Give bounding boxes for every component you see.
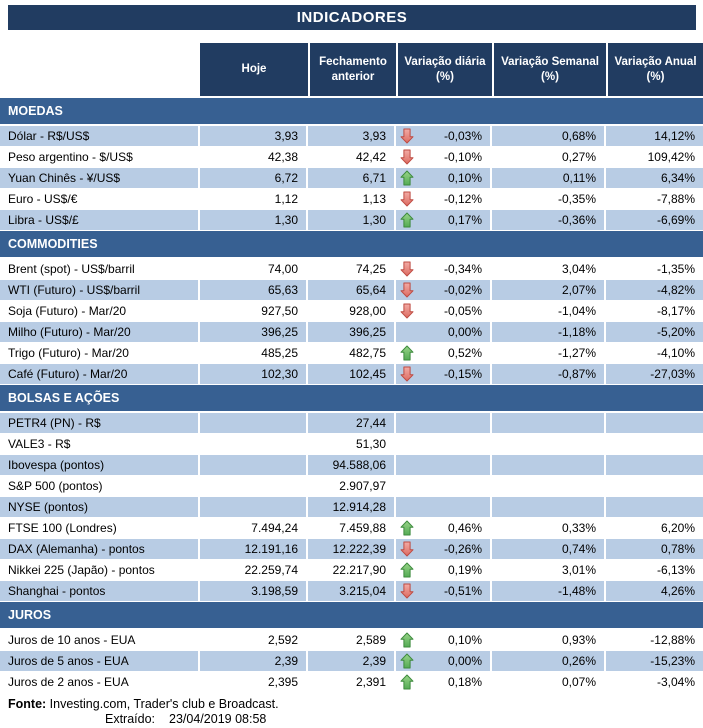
footer-extracted-value: 23/04/2019 08:58 <box>169 712 267 726</box>
indicators-report <box>0 5 703 728</box>
cell-hoje: 2,592 <box>200 630 308 650</box>
cell-label: Nikkei 225 (Japão) - pontos <box>0 560 200 580</box>
down-arrow-icon <box>400 128 416 145</box>
cell-label: Café (Futuro) - Mar/20 <box>0 364 200 384</box>
cell-fechamento-anterior: 3,93 <box>308 126 396 146</box>
cell-label: Ibovespa (pontos) <box>0 455 200 475</box>
variacao-diaria-value: 0,00% <box>447 654 482 668</box>
table-row <box>0 581 703 602</box>
cell-variacao-anual: -5,20% <box>606 322 703 342</box>
variacao-diaria-value: 0,46% <box>447 521 482 535</box>
cell-variacao-diaria <box>396 322 492 342</box>
cell-fechamento-anterior: 74,25 <box>308 259 396 279</box>
cell-variacao-semanal <box>492 434 606 454</box>
cell-fechamento-anterior: 27,44 <box>308 413 396 433</box>
variacao-diaria-value: 0,10% <box>447 633 482 647</box>
down-arrow-icon <box>400 261 416 278</box>
cell-variacao-semanal <box>492 497 606 517</box>
variacao-diaria-value: -0,02% <box>443 283 482 297</box>
cell-variacao-diaria <box>396 301 492 321</box>
cell-variacao-anual <box>606 434 703 454</box>
column-header-fechamento-anterior: Fechamento anterior <box>308 43 396 96</box>
cell-variacao-semanal: 3,04% <box>492 259 606 279</box>
cell-variacao-anual: 14,12% <box>606 126 703 146</box>
up-arrow-icon <box>400 520 416 537</box>
footer-extracted <box>8 712 703 726</box>
cell-variacao-anual: 4,26% <box>606 581 703 601</box>
cell-hoje: 6,72 <box>200 168 308 188</box>
cell-fechamento-anterior: 94.588,06 <box>308 455 396 475</box>
cell-variacao-semanal: 0,07% <box>492 672 606 692</box>
no-arrow <box>400 324 416 341</box>
no-arrow <box>400 415 416 432</box>
column-header-row <box>0 43 703 96</box>
cell-label: Shanghai - pontos <box>0 581 200 601</box>
footer-extracted-label: Extraído: <box>105 712 156 726</box>
cell-fechamento-anterior: 1,13 <box>308 189 396 209</box>
cell-variacao-anual: -15,23% <box>606 651 703 671</box>
cell-variacao-semanal: 0,74% <box>492 539 606 559</box>
table-row <box>0 322 703 343</box>
cell-hoje: 485,25 <box>200 343 308 363</box>
cell-variacao-diaria <box>396 497 492 517</box>
column-header-variacao-diaria: Variação diária (%) <box>396 43 492 96</box>
table-row <box>0 630 703 651</box>
up-arrow-icon <box>400 653 416 670</box>
cell-label: Juros de 2 anos - EUA <box>0 672 200 692</box>
table-row <box>0 455 703 476</box>
cell-fechamento-anterior: 42,42 <box>308 147 396 167</box>
cell-label: NYSE (pontos) <box>0 497 200 517</box>
cell-fechamento-anterior: 2,391 <box>308 672 396 692</box>
cell-variacao-diaria <box>396 581 492 601</box>
cell-variacao-semanal: 0,68% <box>492 126 606 146</box>
table-row <box>0 434 703 455</box>
cell-fechamento-anterior: 102,45 <box>308 364 396 384</box>
up-arrow-icon <box>400 212 416 229</box>
cell-variacao-semanal: 0,26% <box>492 651 606 671</box>
table-row <box>0 497 703 518</box>
table-body <box>0 98 703 693</box>
cell-hoje: 3.198,59 <box>200 581 308 601</box>
cell-fechamento-anterior: 51,30 <box>308 434 396 454</box>
cell-hoje <box>200 434 308 454</box>
cell-variacao-anual: -6,69% <box>606 210 703 230</box>
cell-label: Peso argentino - $/US$ <box>0 147 200 167</box>
cell-label: PETR4 (PN) - R$ <box>0 413 200 433</box>
footer-source-text: Investing.com, Trader's club e Broadcast. <box>46 697 279 711</box>
cell-variacao-semanal: -1,18% <box>492 322 606 342</box>
cell-variacao-semanal: 0,27% <box>492 147 606 167</box>
cell-variacao-semanal: -0,87% <box>492 364 606 384</box>
table-row <box>0 651 703 672</box>
cell-hoje: 927,50 <box>200 301 308 321</box>
cell-hoje <box>200 455 308 475</box>
cell-variacao-anual <box>606 476 703 496</box>
cell-variacao-anual: -7,88% <box>656 192 695 206</box>
cell-fechamento-anterior: 2,589 <box>308 630 396 650</box>
cell-fechamento-anterior: 7.459,88 <box>308 518 396 538</box>
cell-variacao-diaria <box>396 455 492 475</box>
up-arrow-icon <box>400 562 416 579</box>
down-arrow-icon <box>400 303 416 320</box>
cell-variacao-anual: 0,78% <box>606 539 703 559</box>
cell-label: VALE3 - R$ <box>0 434 200 454</box>
cell-variacao-anual: -4,82% <box>606 280 703 300</box>
cell-variacao-anual: -1,35% <box>656 262 695 276</box>
cell-fechamento-anterior: 22.217,90 <box>308 560 396 580</box>
variacao-diaria-value: 0,52% <box>447 346 482 360</box>
cell-variacao-semanal: 3,01% <box>492 560 606 580</box>
cell-variacao-semanal: 0,33% <box>492 518 606 538</box>
cell-fechamento-anterior: 3.215,04 <box>308 581 396 601</box>
cell-variacao-anual <box>606 455 703 475</box>
cell-variacao-anual: -3,04% <box>656 675 695 689</box>
down-arrow-icon <box>400 366 416 383</box>
cell-variacao-diaria <box>396 126 492 146</box>
down-arrow-icon <box>400 583 416 600</box>
cell-label: Yuan Chinês - ¥/US$ <box>0 168 200 188</box>
cell-hoje: 102,30 <box>200 364 308 384</box>
cell-variacao-diaria <box>396 280 492 300</box>
cell-variacao-semanal: -1,48% <box>492 581 606 601</box>
column-header-variacao-anual: Variação Anual (%) <box>606 43 703 96</box>
cell-variacao-diaria <box>396 147 492 167</box>
cell-label: DAX (Alemanha) - pontos <box>0 539 200 559</box>
table-row <box>0 343 703 364</box>
cell-variacao-diaria <box>396 672 492 692</box>
up-arrow-icon <box>400 632 416 649</box>
cell-variacao-diaria <box>396 343 492 363</box>
table-row <box>0 518 703 539</box>
cell-variacao-anual: 6,34% <box>606 168 703 188</box>
table-row <box>0 280 703 301</box>
table-row <box>0 301 703 322</box>
cell-variacao-diaria <box>396 259 492 279</box>
table-row <box>0 168 703 189</box>
cell-fechamento-anterior: 1,30 <box>308 210 396 230</box>
variacao-diaria-value: -0,34% <box>443 262 482 276</box>
cell-hoje: 1,30 <box>200 210 308 230</box>
cell-variacao-anual: 109,42% <box>647 150 695 164</box>
cell-fechamento-anterior: 6,71 <box>308 168 396 188</box>
footer <box>0 693 703 726</box>
cell-label: Milho (Futuro) - Mar/20 <box>0 322 200 342</box>
cell-hoje: 3,93 <box>200 126 308 146</box>
cell-variacao-semanal: -1,27% <box>492 343 606 363</box>
table-row <box>0 210 703 231</box>
cell-hoje <box>200 497 308 517</box>
cell-variacao-semanal: -1,04% <box>492 301 606 321</box>
variacao-diaria-value: -0,12% <box>443 192 482 206</box>
cell-label: WTI (Futuro) - US$/barril <box>0 280 200 300</box>
cell-variacao-semanal: 2,07% <box>492 280 606 300</box>
cell-variacao-diaria <box>396 560 492 580</box>
cell-label: Soja (Futuro) - Mar/20 <box>0 301 200 321</box>
cell-label: Brent (spot) - US$/barril <box>0 259 200 279</box>
cell-variacao-diaria <box>396 651 492 671</box>
footer-source-label: Fonte: <box>8 697 47 711</box>
cell-label: Dólar - R$/US$ <box>0 126 200 146</box>
cell-fechamento-anterior: 2.907,97 <box>308 476 396 496</box>
cell-variacao-semanal: 0,93% <box>492 630 606 650</box>
up-arrow-icon <box>400 170 416 187</box>
cell-variacao-anual <box>606 497 703 517</box>
cell-label: Euro - US$/€ <box>0 189 200 209</box>
cell-fechamento-anterior: 928,00 <box>308 301 396 321</box>
page-title: INDICADORES <box>8 5 696 30</box>
cell-label: S&P 500 (pontos) <box>0 476 200 496</box>
cell-label: Juros de 5 anos - EUA <box>0 651 200 671</box>
cell-variacao-diaria <box>396 364 492 384</box>
cell-fechamento-anterior: 482,75 <box>308 343 396 363</box>
cell-variacao-semanal: -0,35% <box>492 189 606 209</box>
no-arrow <box>400 436 416 453</box>
cell-hoje: 2,39 <box>200 651 308 671</box>
variacao-diaria-value: -0,05% <box>443 304 482 318</box>
cell-variacao-diaria <box>396 476 492 496</box>
cell-hoje: 396,25 <box>200 322 308 342</box>
cell-variacao-diaria <box>396 434 492 454</box>
table-row <box>0 672 703 693</box>
table-row <box>0 364 703 385</box>
table-row <box>0 259 703 280</box>
section-header-commodities: COMMODITIES <box>0 231 703 257</box>
column-header-variacao-semanal: Variação Semanal (%) <box>492 43 606 96</box>
table-row <box>0 189 703 210</box>
cell-variacao-diaria <box>396 413 492 433</box>
column-header-hoje: Hoje <box>200 43 308 96</box>
variacao-diaria-value: -0,51% <box>443 584 482 598</box>
cell-label: Trigo (Futuro) - Mar/20 <box>0 343 200 363</box>
footer-source <box>8 697 703 711</box>
no-arrow <box>400 457 416 474</box>
table-row <box>0 560 703 581</box>
cell-variacao-anual: -12,88% <box>650 633 695 647</box>
down-arrow-icon <box>400 191 416 208</box>
section-header-moedas: MOEDAS <box>0 98 703 124</box>
table-row <box>0 476 703 497</box>
down-arrow-icon <box>400 149 416 166</box>
cell-hoje: 65,63 <box>200 280 308 300</box>
no-arrow <box>400 478 416 495</box>
cell-variacao-semanal: -0,36% <box>492 210 606 230</box>
cell-variacao-anual: -27,03% <box>606 364 703 384</box>
cell-variacao-semanal: 0,11% <box>492 168 606 188</box>
cell-variacao-semanal <box>492 455 606 475</box>
cell-label: FTSE 100 (Londres) <box>0 518 200 538</box>
up-arrow-icon <box>400 345 416 362</box>
header-spacer <box>0 43 200 96</box>
variacao-diaria-value: -0,10% <box>443 150 482 164</box>
section-header-bolsas-e-acoes: BOLSAS E AÇÕES <box>0 385 703 411</box>
up-arrow-icon <box>400 674 416 691</box>
cell-fechamento-anterior: 12.222,39 <box>308 539 396 559</box>
variacao-diaria-value: 0,17% <box>447 213 482 227</box>
cell-variacao-diaria <box>396 539 492 559</box>
cell-variacao-anual <box>606 413 703 433</box>
cell-variacao-diaria <box>396 630 492 650</box>
cell-fechamento-anterior: 396,25 <box>308 322 396 342</box>
down-arrow-icon <box>400 282 416 299</box>
cell-hoje: 7.494,24 <box>200 518 308 538</box>
table-row <box>0 539 703 560</box>
cell-hoje: 74,00 <box>200 259 308 279</box>
cell-variacao-diaria <box>396 210 492 230</box>
cell-variacao-semanal <box>492 476 606 496</box>
variacao-diaria-value: 0,19% <box>447 563 482 577</box>
cell-hoje: 22.259,74 <box>200 560 308 580</box>
variacao-diaria-value: 0,00% <box>447 325 482 339</box>
no-arrow <box>400 499 416 516</box>
cell-variacao-diaria <box>396 518 492 538</box>
cell-variacao-diaria <box>396 189 492 209</box>
cell-hoje: 2,395 <box>200 672 308 692</box>
cell-variacao-anual: -4,10% <box>656 346 695 360</box>
cell-label: Libra - US$/£ <box>0 210 200 230</box>
cell-variacao-anual: -8,17% <box>656 304 695 318</box>
cell-hoje: 1,12 <box>200 189 308 209</box>
cell-variacao-semanal <box>492 413 606 433</box>
cell-label: Juros de 10 anos - EUA <box>0 630 200 650</box>
variacao-diaria-value: 0,10% <box>447 171 482 185</box>
variacao-diaria-value: -0,15% <box>443 367 482 381</box>
variacao-diaria-value: -0,03% <box>443 129 482 143</box>
variacao-diaria-value: -0,26% <box>443 542 482 556</box>
table-row <box>0 126 703 147</box>
cell-hoje: 42,38 <box>200 147 308 167</box>
variacao-diaria-value: 0,18% <box>447 675 482 689</box>
cell-fechamento-anterior: 12.914,28 <box>308 497 396 517</box>
cell-variacao-anual: -6,13% <box>656 563 695 577</box>
cell-fechamento-anterior: 2,39 <box>308 651 396 671</box>
cell-hoje: 12.191,16 <box>200 539 308 559</box>
cell-hoje <box>200 413 308 433</box>
cell-variacao-diaria <box>396 168 492 188</box>
section-header-juros: JUROS <box>0 602 703 628</box>
cell-fechamento-anterior: 65,64 <box>308 280 396 300</box>
table-row <box>0 147 703 168</box>
cell-hoje <box>200 476 308 496</box>
down-arrow-icon <box>400 541 416 558</box>
table-row <box>0 413 703 434</box>
cell-variacao-anual: 6,20% <box>660 521 695 535</box>
